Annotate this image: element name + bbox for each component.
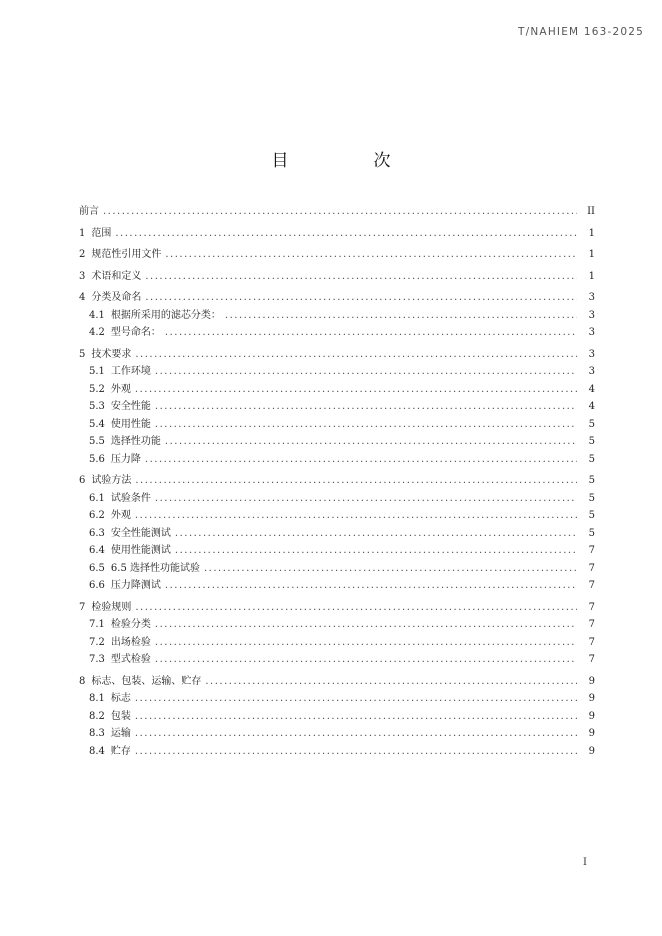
toc-entry-number: 4.2 bbox=[89, 327, 105, 338]
toc-entry-page: 9 bbox=[588, 693, 595, 704]
toc-entry-page: 7 bbox=[588, 580, 595, 591]
toc-entry-label: 根据所采用的滤芯分类： bbox=[110, 309, 221, 321]
toc-entry-page: 7 bbox=[588, 562, 595, 574]
dot-leader bbox=[145, 289, 577, 307]
dot-leader bbox=[155, 634, 577, 652]
toc-entry-page: 7 bbox=[588, 619, 595, 630]
page-number: I bbox=[583, 857, 587, 868]
toc-entry-number: 5.5 bbox=[89, 436, 105, 447]
toc-entry-label: 范围 bbox=[91, 227, 112, 239]
toc-entry[interactable] bbox=[79, 307, 595, 325]
dot-leader bbox=[135, 690, 577, 708]
toc-entry-number: 6.4 bbox=[89, 545, 105, 556]
dot-leader bbox=[205, 673, 577, 691]
toc-entry-page: 5 bbox=[588, 418, 595, 430]
toc-entry-label: 规范性引用文件 bbox=[91, 249, 162, 260]
toc-entry-label: 检验分类 bbox=[110, 619, 151, 630]
toc-entry-label: 分类及命名 bbox=[91, 292, 142, 303]
page-title: 目 次 bbox=[271, 151, 425, 171]
toc-entry-page: 5 bbox=[588, 527, 595, 539]
toc-entry[interactable] bbox=[79, 669, 595, 691]
toc-entry-page: 1 bbox=[588, 270, 595, 282]
toc-entry-label: 技术要求 bbox=[91, 348, 132, 360]
toc-entry-page: 7 bbox=[588, 601, 595, 613]
toc-entry[interactable] bbox=[79, 634, 595, 652]
dot-leader bbox=[135, 599, 577, 617]
toc-entry-number: 4 bbox=[79, 292, 86, 303]
toc-entry-number: 6.3 bbox=[89, 527, 105, 539]
toc-entry-label: 外观 bbox=[110, 383, 131, 395]
toc-entry[interactable] bbox=[79, 577, 595, 595]
dot-leader bbox=[165, 577, 577, 595]
toc-entry-number: 7.3 bbox=[89, 654, 105, 665]
dot-leader bbox=[225, 307, 577, 325]
toc-entry-label: 外观 bbox=[110, 510, 131, 521]
toc-entry-page: 5 bbox=[588, 492, 595, 504]
toc-entry-number: 8.2 bbox=[89, 710, 105, 722]
toc-entry[interactable] bbox=[79, 507, 595, 525]
dot-leader bbox=[175, 525, 577, 543]
toc-entry[interactable] bbox=[79, 342, 595, 364]
dot-leader bbox=[175, 542, 577, 560]
toc-entry-number: 4.1 bbox=[89, 309, 105, 321]
toc-entry-label: 运输 bbox=[110, 728, 131, 739]
toc-entry[interactable] bbox=[79, 242, 595, 264]
toc-entry[interactable] bbox=[79, 199, 595, 221]
dot-leader bbox=[135, 472, 577, 490]
toc-entry[interactable] bbox=[79, 363, 595, 381]
toc-entry-label: 工作环境 bbox=[110, 366, 151, 377]
toc-entry-label: 标志、包装、运输、贮存 bbox=[91, 675, 202, 687]
toc-entry-number: 5.3 bbox=[89, 401, 105, 412]
toc-entry-page: 9 bbox=[588, 728, 595, 739]
dot-leader bbox=[155, 398, 577, 416]
toc-entry-page: 7 bbox=[588, 636, 595, 648]
toc-entry-number: 7.2 bbox=[89, 636, 105, 648]
table-of-contents bbox=[79, 199, 595, 760]
toc-entry-number: 8.1 bbox=[89, 693, 105, 704]
toc-entry-page: 9 bbox=[588, 675, 595, 687]
toc-entry-label: 压力降测试 bbox=[110, 580, 161, 591]
toc-entry-label: 安全性能 bbox=[110, 401, 151, 412]
toc-entry[interactable] bbox=[79, 690, 595, 708]
toc-entry-label: 术语和定义 bbox=[91, 270, 142, 282]
toc-entry-page: 5 bbox=[588, 510, 595, 521]
dot-leader bbox=[155, 363, 577, 381]
toc-entry-page: 5 bbox=[588, 453, 595, 465]
toc-entry[interactable] bbox=[79, 285, 595, 307]
toc-entry-label: 检验规则 bbox=[91, 601, 132, 613]
toc-entry-number: 6.6 bbox=[89, 580, 105, 591]
toc-entry[interactable] bbox=[79, 416, 595, 434]
dot-leader bbox=[155, 651, 577, 669]
toc-entry-number: 6.2 bbox=[89, 510, 105, 521]
toc-entry[interactable] bbox=[79, 324, 595, 342]
toc-entry-number: 6.5 bbox=[89, 562, 105, 574]
toc-entry[interactable] bbox=[79, 725, 595, 743]
dot-leader bbox=[145, 451, 577, 469]
dot-leader bbox=[165, 324, 577, 342]
toc-entry-page: 9 bbox=[588, 710, 595, 722]
standard-code: T/NAHIEM 163-2025 bbox=[518, 26, 644, 38]
toc-entry-number: 6.1 bbox=[89, 492, 105, 504]
toc-entry[interactable] bbox=[79, 433, 595, 451]
toc-entry[interactable] bbox=[79, 451, 595, 469]
toc-entry-number: 3 bbox=[79, 270, 86, 282]
toc-entry-label: 出场检验 bbox=[110, 636, 151, 648]
toc-entry-page: 7 bbox=[588, 654, 595, 665]
toc-entry-label: 使用性能 bbox=[110, 418, 151, 430]
dot-leader bbox=[115, 225, 577, 243]
toc-entry-page: 4 bbox=[588, 401, 595, 412]
toc-entry-page: 7 bbox=[588, 545, 595, 556]
toc-entry-page: II bbox=[587, 206, 595, 217]
toc-entry-page: 1 bbox=[588, 249, 595, 260]
dot-leader bbox=[135, 725, 577, 743]
dot-leader bbox=[145, 268, 577, 286]
toc-entry-page: 3 bbox=[588, 309, 595, 321]
dot-leader bbox=[165, 246, 577, 264]
toc-entry[interactable] bbox=[79, 708, 595, 726]
toc-entry-label: 型式检验 bbox=[110, 654, 151, 665]
toc-entry[interactable] bbox=[79, 221, 595, 243]
toc-entry-number: 7 bbox=[79, 601, 86, 613]
toc-entry-number: 6 bbox=[79, 475, 86, 486]
toc-entry-label: 贮存 bbox=[110, 745, 131, 757]
toc-entry-label: 6.5 选择性功能试验 bbox=[110, 562, 200, 574]
dot-leader bbox=[165, 433, 577, 451]
toc-entry-number: 8.4 bbox=[89, 745, 105, 757]
toc-entry-number: 5.6 bbox=[89, 453, 105, 465]
toc-entry[interactable] bbox=[79, 595, 595, 617]
toc-entry-number: 5.2 bbox=[89, 383, 105, 395]
toc-entry-label: 压力降 bbox=[110, 453, 141, 465]
toc-entry-page: 3 bbox=[588, 366, 595, 377]
toc-entry[interactable] bbox=[79, 381, 595, 399]
toc-entry[interactable] bbox=[79, 468, 595, 490]
toc-entry-label: 标志 bbox=[110, 693, 131, 704]
dot-leader bbox=[135, 346, 577, 364]
toc-entry-page: 4 bbox=[588, 383, 595, 395]
toc-entry-label: 安全性能测试 bbox=[110, 527, 171, 539]
dot-leader bbox=[155, 490, 577, 508]
toc-entry-page: 1 bbox=[588, 227, 595, 239]
dot-leader bbox=[155, 616, 577, 634]
toc-entry[interactable] bbox=[79, 542, 595, 560]
dot-leader bbox=[135, 743, 577, 761]
toc-entry-page: 5 bbox=[588, 475, 595, 486]
dot-leader bbox=[135, 708, 577, 726]
toc-entry[interactable] bbox=[79, 743, 595, 761]
toc-entry[interactable] bbox=[79, 651, 595, 669]
toc-entry-label: 试验方法 bbox=[91, 475, 132, 486]
toc-entry-page: 3 bbox=[588, 348, 595, 360]
toc-entry-number: 1 bbox=[79, 227, 86, 239]
toc-entry[interactable] bbox=[79, 264, 595, 286]
toc-entry[interactable] bbox=[79, 560, 595, 578]
toc-entry-page: 9 bbox=[588, 745, 595, 757]
toc-entry-page: 3 bbox=[588, 292, 595, 303]
toc-entry-number: 7.1 bbox=[89, 619, 105, 630]
toc-entry[interactable] bbox=[79, 525, 595, 543]
toc-entry-label: 试验条件 bbox=[110, 492, 151, 504]
toc-entry-number: 8 bbox=[79, 675, 86, 687]
toc-entry[interactable] bbox=[79, 616, 595, 634]
toc-entry[interactable] bbox=[79, 490, 595, 508]
toc-entry-label: 选择性功能 bbox=[110, 436, 161, 447]
toc-entry[interactable] bbox=[79, 398, 595, 416]
dot-leader bbox=[135, 507, 577, 525]
dot-leader bbox=[135, 381, 577, 399]
toc-entry-number: 5.4 bbox=[89, 418, 105, 430]
toc-entry-page: 3 bbox=[588, 327, 595, 338]
dot-leader bbox=[103, 203, 577, 221]
toc-entry-label: 型号命名： bbox=[110, 327, 161, 338]
toc-entry-number: 8.3 bbox=[89, 728, 105, 739]
toc-entry-number: 5.1 bbox=[89, 366, 105, 377]
toc-entry-number: 5 bbox=[79, 348, 86, 360]
toc-entry-page: 5 bbox=[588, 436, 595, 447]
toc-entry-label: 使用性能测试 bbox=[110, 545, 171, 556]
toc-entry-number: 2 bbox=[79, 249, 86, 260]
dot-leader bbox=[155, 416, 577, 434]
toc-entry-label: 前言 bbox=[79, 206, 99, 217]
toc-entry-label: 包装 bbox=[110, 710, 131, 722]
dot-leader bbox=[204, 560, 577, 578]
